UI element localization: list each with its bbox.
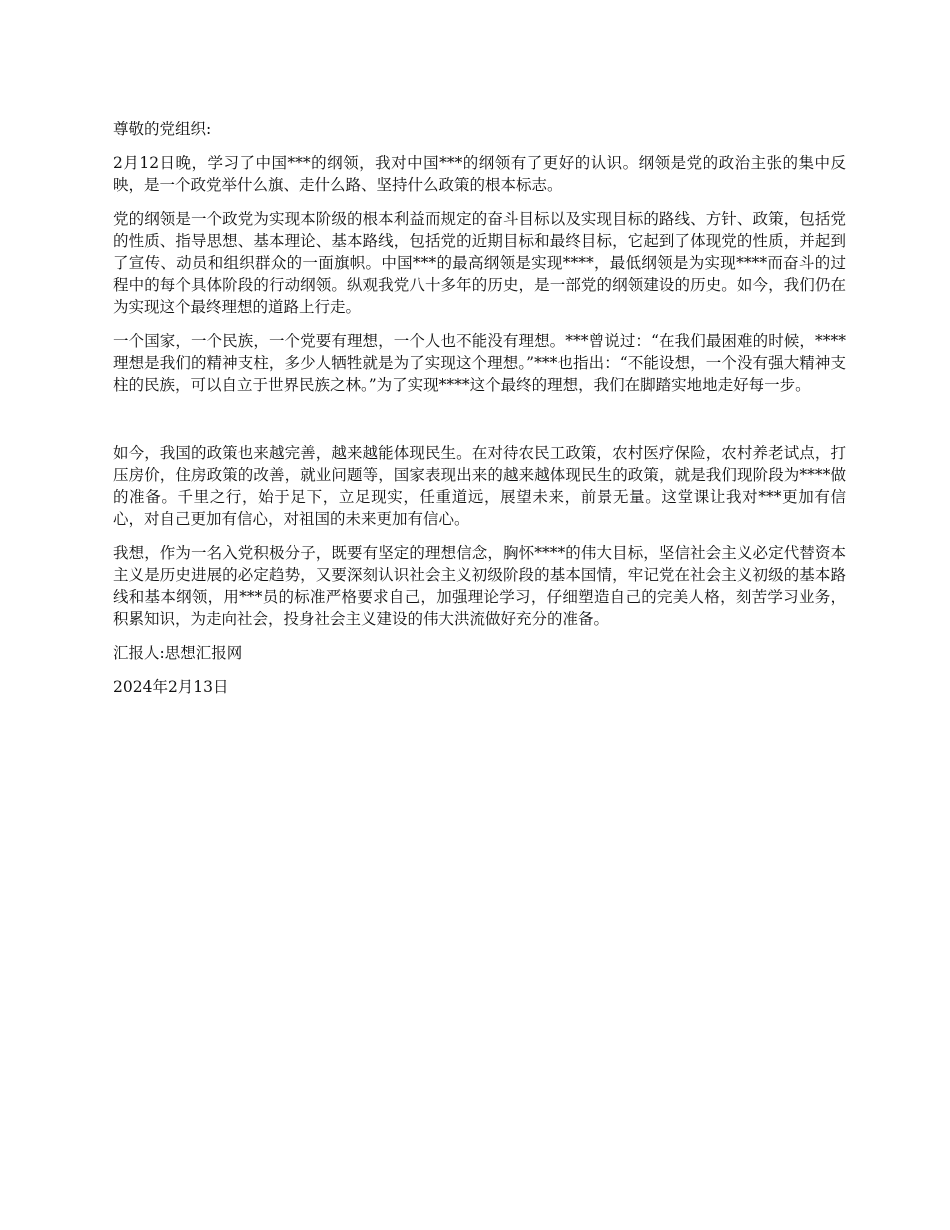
salutation: 尊敬的党组织: (113, 120, 212, 138)
report-date: 2024年2月13日 (113, 678, 229, 696)
letter-body (113, 118, 846, 710)
paragraph-2: 党的纲领是一个政党为实现本阶级的根本利益而规定的奋斗目标以及实现目标的路线、方针、政策，包括党的性质、指导思想、基本理论、基本路线，包括党的近期目标和最终目标，它起到了体现党的性质，并起到了宣传、动员和组织群众的一面旗帜。中国***的最高纲领是实现****，最低纲领是为实现****而奋斗的过程中的每个具体阶段的行动纲领。纵观我党八十多年的历史，是一部党的纲领建设的历史。如今，我们仍在为实现这个最终理想的道路上行走。 (113, 210, 846, 316)
paragraph-1: 2月12日晚，学习了中国***的纲领，我对中国***的纲领有了更好的认识。纲领是党的政治主张的集中反映，是一个政党举什么旗、走什么路、坚持什么政策的根本标志。 (113, 154, 846, 194)
paragraph-5: 我想，作为一名入党积极分子，既要有坚定的理想信念，胸怀****的伟大目标，坚信社会主义必定代替资本主义是历史进展的必定趋势，又要深刻认识社会主义初级阶段的基本国情，牢记党在社会主义初级的基本路线和基本纲领，用***员的标准严格要求自己，加强理论学习，仔细塑造自己的完美人格，刻苦学习业务，积累知识，为走向社会，投身社会主义建设的伟大洪流做好充分的准备。 (113, 544, 846, 628)
paragraph-3: 一个国家，一个民族，一个党要有理想，一个人也不能没有理想。***曾说过：“在我们最困难的时候，****理想是我们的精神支柱，多少人牺牲就是为了实现这个理想。”***也指出：“不能设想，一个没有强大精神支柱的民族，可以自立于世界民族之林。”为了实现****这个最终的理想，我们在脚踏实地地走好每一步。 (113, 332, 846, 394)
paragraph-4: 如今，我国的政策也来越完善，越来越能体现民生。在对待农民工政策，农村医疗保险，农村养老试点，打压房价，住房政策的改善，就业问题等，国家表现出来的越来越体现民生的政策，就是我们现阶段为****做的准备。千里之行，始于足下，立足现实，任重道远，展望未来，前景无量。这堂课让我对***更加有信心，对自己更加有信心，对祖国的未来更加有信心。 (113, 444, 846, 528)
reporter-signature: 汇报人:思想汇报网 (113, 644, 243, 662)
blank-line (113, 408, 846, 430)
